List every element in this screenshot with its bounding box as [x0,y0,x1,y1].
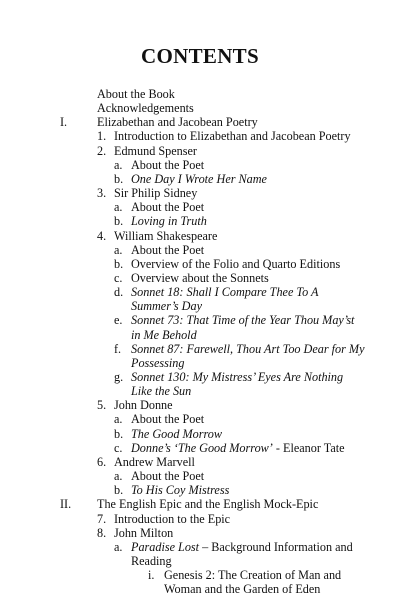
toc-marker: 1. [97,129,107,144]
toc-entry-text: The English Epic and the English Mock-Epic [97,497,319,512]
toc-entry-text: About the Poet [131,242,205,257]
toc-entry [131,313,354,327]
toc-marker: a. [114,539,123,554]
toc-entry [114,526,173,540]
toc-entry [97,115,258,129]
toc-marker: a. [114,200,123,215]
toc-marker: b. [114,426,124,441]
toc-entry [114,144,197,158]
toc-entry-text: Overview about the Sonnets [131,270,269,285]
toc-marker: I. [60,115,68,130]
toc-entry-text: Loving in Truth [131,214,207,229]
toc-entry [131,328,197,342]
toc-entry-text: in Me Behold [131,327,197,342]
toc-entry-text: Summer’s Day [131,299,202,314]
toc-entry-text: Woman and the Garden of Eden [164,582,321,596]
toc-entry-text: About the Book [97,87,175,101]
toc-marker: 2. [97,143,107,158]
toc-entry [131,285,318,299]
toc-entry [114,455,195,469]
toc-entry-text: Sonnet 130: My Mistress’ Eyes Are Nothing [131,370,344,384]
toc-entry-text: To His Coy Mistress [131,483,230,498]
toc-marker: 8. [97,525,107,540]
toc-entry [131,257,340,271]
toc-entry [97,101,194,115]
toc-entry [114,186,197,200]
toc-entry-text: About the Poet [131,412,205,427]
toc-entry-text: Possessing [131,355,185,370]
toc-entry-text: Edmund Spenser [114,143,197,158]
toc-marker: 3. [97,186,107,201]
toc-entry-text: Like the Sun [131,384,192,399]
toc-entry-text: Sonnet 73: That Time of the Year Thou May’st [131,313,355,328]
toc-marker: a. [114,157,123,172]
toc-entry [114,229,217,243]
toc-entry [131,483,229,497]
toc-entry-text: Sonnet 18: Shall I Compare Thee To A [131,285,319,300]
toc-entry-text: Elizabethan and Jacobean Poetry [97,115,258,130]
toc-entry-text: - Eleanor Tate [272,440,345,455]
toc-entry-text: – Background Information and [199,539,353,554]
toc-entry-text: Introduction to the Epic [114,511,231,526]
toc-entry-text: About the Poet [131,200,205,215]
toc-entry [131,554,172,568]
toc-entry-text: Andrew Marvell [114,454,195,469]
toc-entry [131,158,204,172]
toc-entry [131,172,267,186]
toc-marker: a. [114,469,123,484]
toc-marker: b. [114,214,124,229]
toc-entry [131,412,204,426]
toc-entry-text: One Day I Wrote Her Name [131,171,267,186]
toc-entry-text: Reading [131,553,172,568]
toc-entry [131,243,204,257]
toc-entry-text: Donne’s ‘The Good Morrow’ [131,440,273,455]
toc-entry [97,497,318,511]
toc-entry [131,370,343,384]
toc-entry-text: Overview of the Folio and Quarto Editions [131,256,341,271]
toc-marker: 7. [97,511,107,526]
toc-entry [164,582,320,596]
toc-marker: i. [148,568,155,583]
toc-entry-text: About the Poet [131,157,205,172]
toc-marker: 6. [97,454,107,469]
toc-entry [131,200,204,214]
toc-entry-text: William Shakespeare [114,228,218,243]
toc-marker: b. [114,256,124,271]
toc-entry-text: Acknowledgements [97,101,194,116]
toc-entry [114,398,173,412]
toc-marker: c. [114,270,123,285]
toc-marker: b. [114,483,124,498]
toc-marker: a. [114,242,123,257]
toc-entry [131,271,269,285]
toc-marker: 5. [97,398,107,413]
toc-marker: II. [60,497,72,512]
toc-entry-text: John Donne [114,398,173,413]
toc-marker: a. [114,412,123,427]
toc-entry [97,87,175,101]
toc-entry-text: Sir Philip Sidney [114,186,198,201]
toc-entry-text: Sonnet 87: Farewell, Thou Art Too Dear for My [131,341,365,356]
contents-title: CONTENTS [141,44,259,68]
toc-entry [131,214,207,228]
toc-marker: g. [114,370,124,384]
toc-marker: b. [114,171,124,186]
toc-entry [131,384,191,398]
toc-marker: 4. [97,228,107,243]
toc-entry-text: John Milton [114,525,174,540]
toc-marker: f. [114,341,122,356]
toc-entry [131,441,345,455]
toc-entry [131,540,353,554]
toc-entry [114,129,351,143]
toc-entry [164,568,341,582]
toc-entry-text: About the Poet [131,469,205,484]
toc-entry [131,427,222,441]
toc-entry [131,469,204,483]
toc-entry [114,512,230,526]
toc-marker: c. [114,440,123,455]
toc-entry-text: The Good Morrow [131,426,222,441]
toc-entry [131,299,202,313]
toc-entry [131,342,364,356]
toc-marker: e. [114,313,123,328]
toc-entry-text: Paradise Lost [131,539,200,554]
toc-entry [131,356,185,370]
toc-entry-text: Introduction to Elizabethan and Jacobean Poetry [114,129,351,144]
toc-entry-text: Genesis 2: The Creation of Man and [164,568,342,583]
toc-marker: d. [114,285,124,300]
